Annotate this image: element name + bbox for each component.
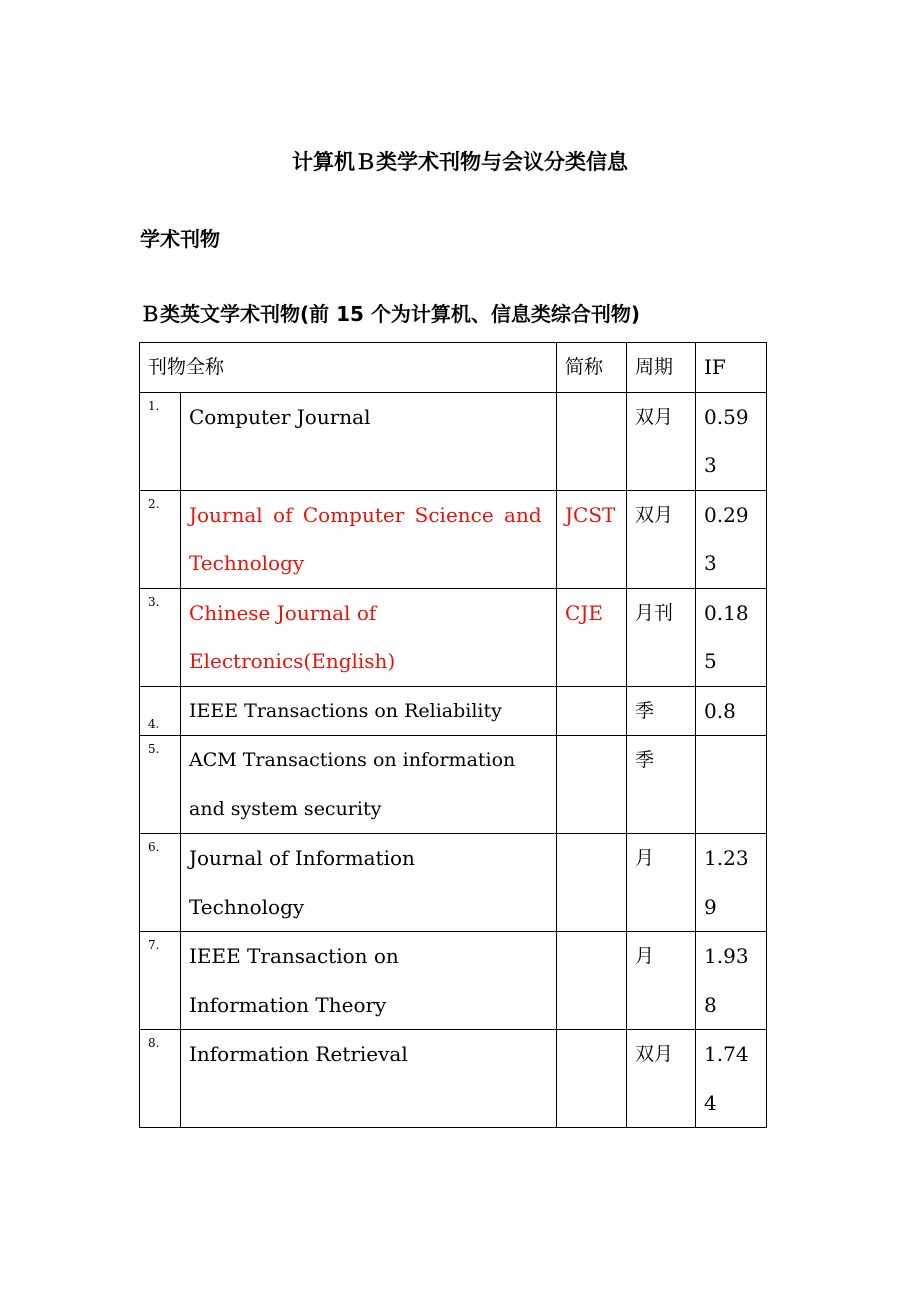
table-row <box>140 490 767 588</box>
row-number: 5. <box>140 736 181 834</box>
journal-period: 月 <box>627 932 696 1030</box>
header-period: 周期 <box>627 343 696 393</box>
row-number: 7. <box>140 932 181 1030</box>
row-number: 2. <box>140 490 181 588</box>
journal-if: 0.8 <box>696 686 767 736</box>
row-number: 6. <box>140 834 181 932</box>
journal-abbr <box>557 392 627 490</box>
journal-name: ACM Transactions on information and system security <box>181 736 557 834</box>
journal-if: 1.938 <box>696 932 767 1030</box>
journal-abbr <box>557 932 627 1030</box>
row-number: 1. <box>140 392 181 490</box>
journal-abbr <box>557 1030 627 1128</box>
header-abbr: 简称 <box>557 343 627 393</box>
journal-period: 双月 <box>627 1030 696 1128</box>
journal-abbr <box>557 736 627 834</box>
table-row <box>140 736 767 834</box>
journal-abbr: CJE <box>557 588 627 686</box>
subsection-heading: Ｂ类英文学术刊物(前 15 个为计算机、信息类综合刊物) <box>140 302 641 326</box>
header-if: IF <box>696 343 767 393</box>
journal-if: 0.593 <box>696 392 767 490</box>
journal-name: Journal of Information Technology <box>181 834 557 932</box>
table-row <box>140 588 767 686</box>
row-number: 8. <box>140 1030 181 1128</box>
journal-abbr <box>557 834 627 932</box>
journal-period: 季 <box>627 686 696 736</box>
journal-if: 0.185 <box>696 588 767 686</box>
journal-if <box>696 736 767 834</box>
journal-name: Computer Journal <box>181 392 557 490</box>
journal-if: 0.293 <box>696 490 767 588</box>
journal-if: 1.744 <box>696 1030 767 1128</box>
section-heading: 学术刊物 <box>140 227 220 251</box>
table-row <box>140 1030 767 1128</box>
journal-name: IEEE Transaction on Information Theory <box>181 932 557 1030</box>
header-full-name: 刊物全称 <box>140 343 557 393</box>
table-header-row <box>140 343 767 393</box>
page-title: 计算机Ｂ类学术刊物与会议分类信息 <box>292 150 628 174</box>
journal-period: 双月 <box>627 490 696 588</box>
table-row <box>140 686 767 736</box>
journal-period: 双月 <box>627 392 696 490</box>
journal-name: Journal of Computer Science and Technology <box>181 490 557 588</box>
table-row <box>140 392 767 490</box>
journal-table <box>139 342 767 1128</box>
table-row <box>140 932 767 1030</box>
journal-name: IEEE Transactions on Reliability <box>181 686 557 736</box>
journal-abbr <box>557 686 627 736</box>
journal-abbr: JCST <box>557 490 627 588</box>
table-row <box>140 834 767 932</box>
journal-period: 月刊 <box>627 588 696 686</box>
journal-if: 1.239 <box>696 834 767 932</box>
row-number: 4. <box>140 686 181 736</box>
journal-name: Chinese Journal of Electronics(English) <box>181 588 557 686</box>
journal-period: 季 <box>627 736 696 834</box>
row-number: 3. <box>140 588 181 686</box>
journal-name: Information Retrieval <box>181 1030 557 1128</box>
journal-period: 月 <box>627 834 696 932</box>
